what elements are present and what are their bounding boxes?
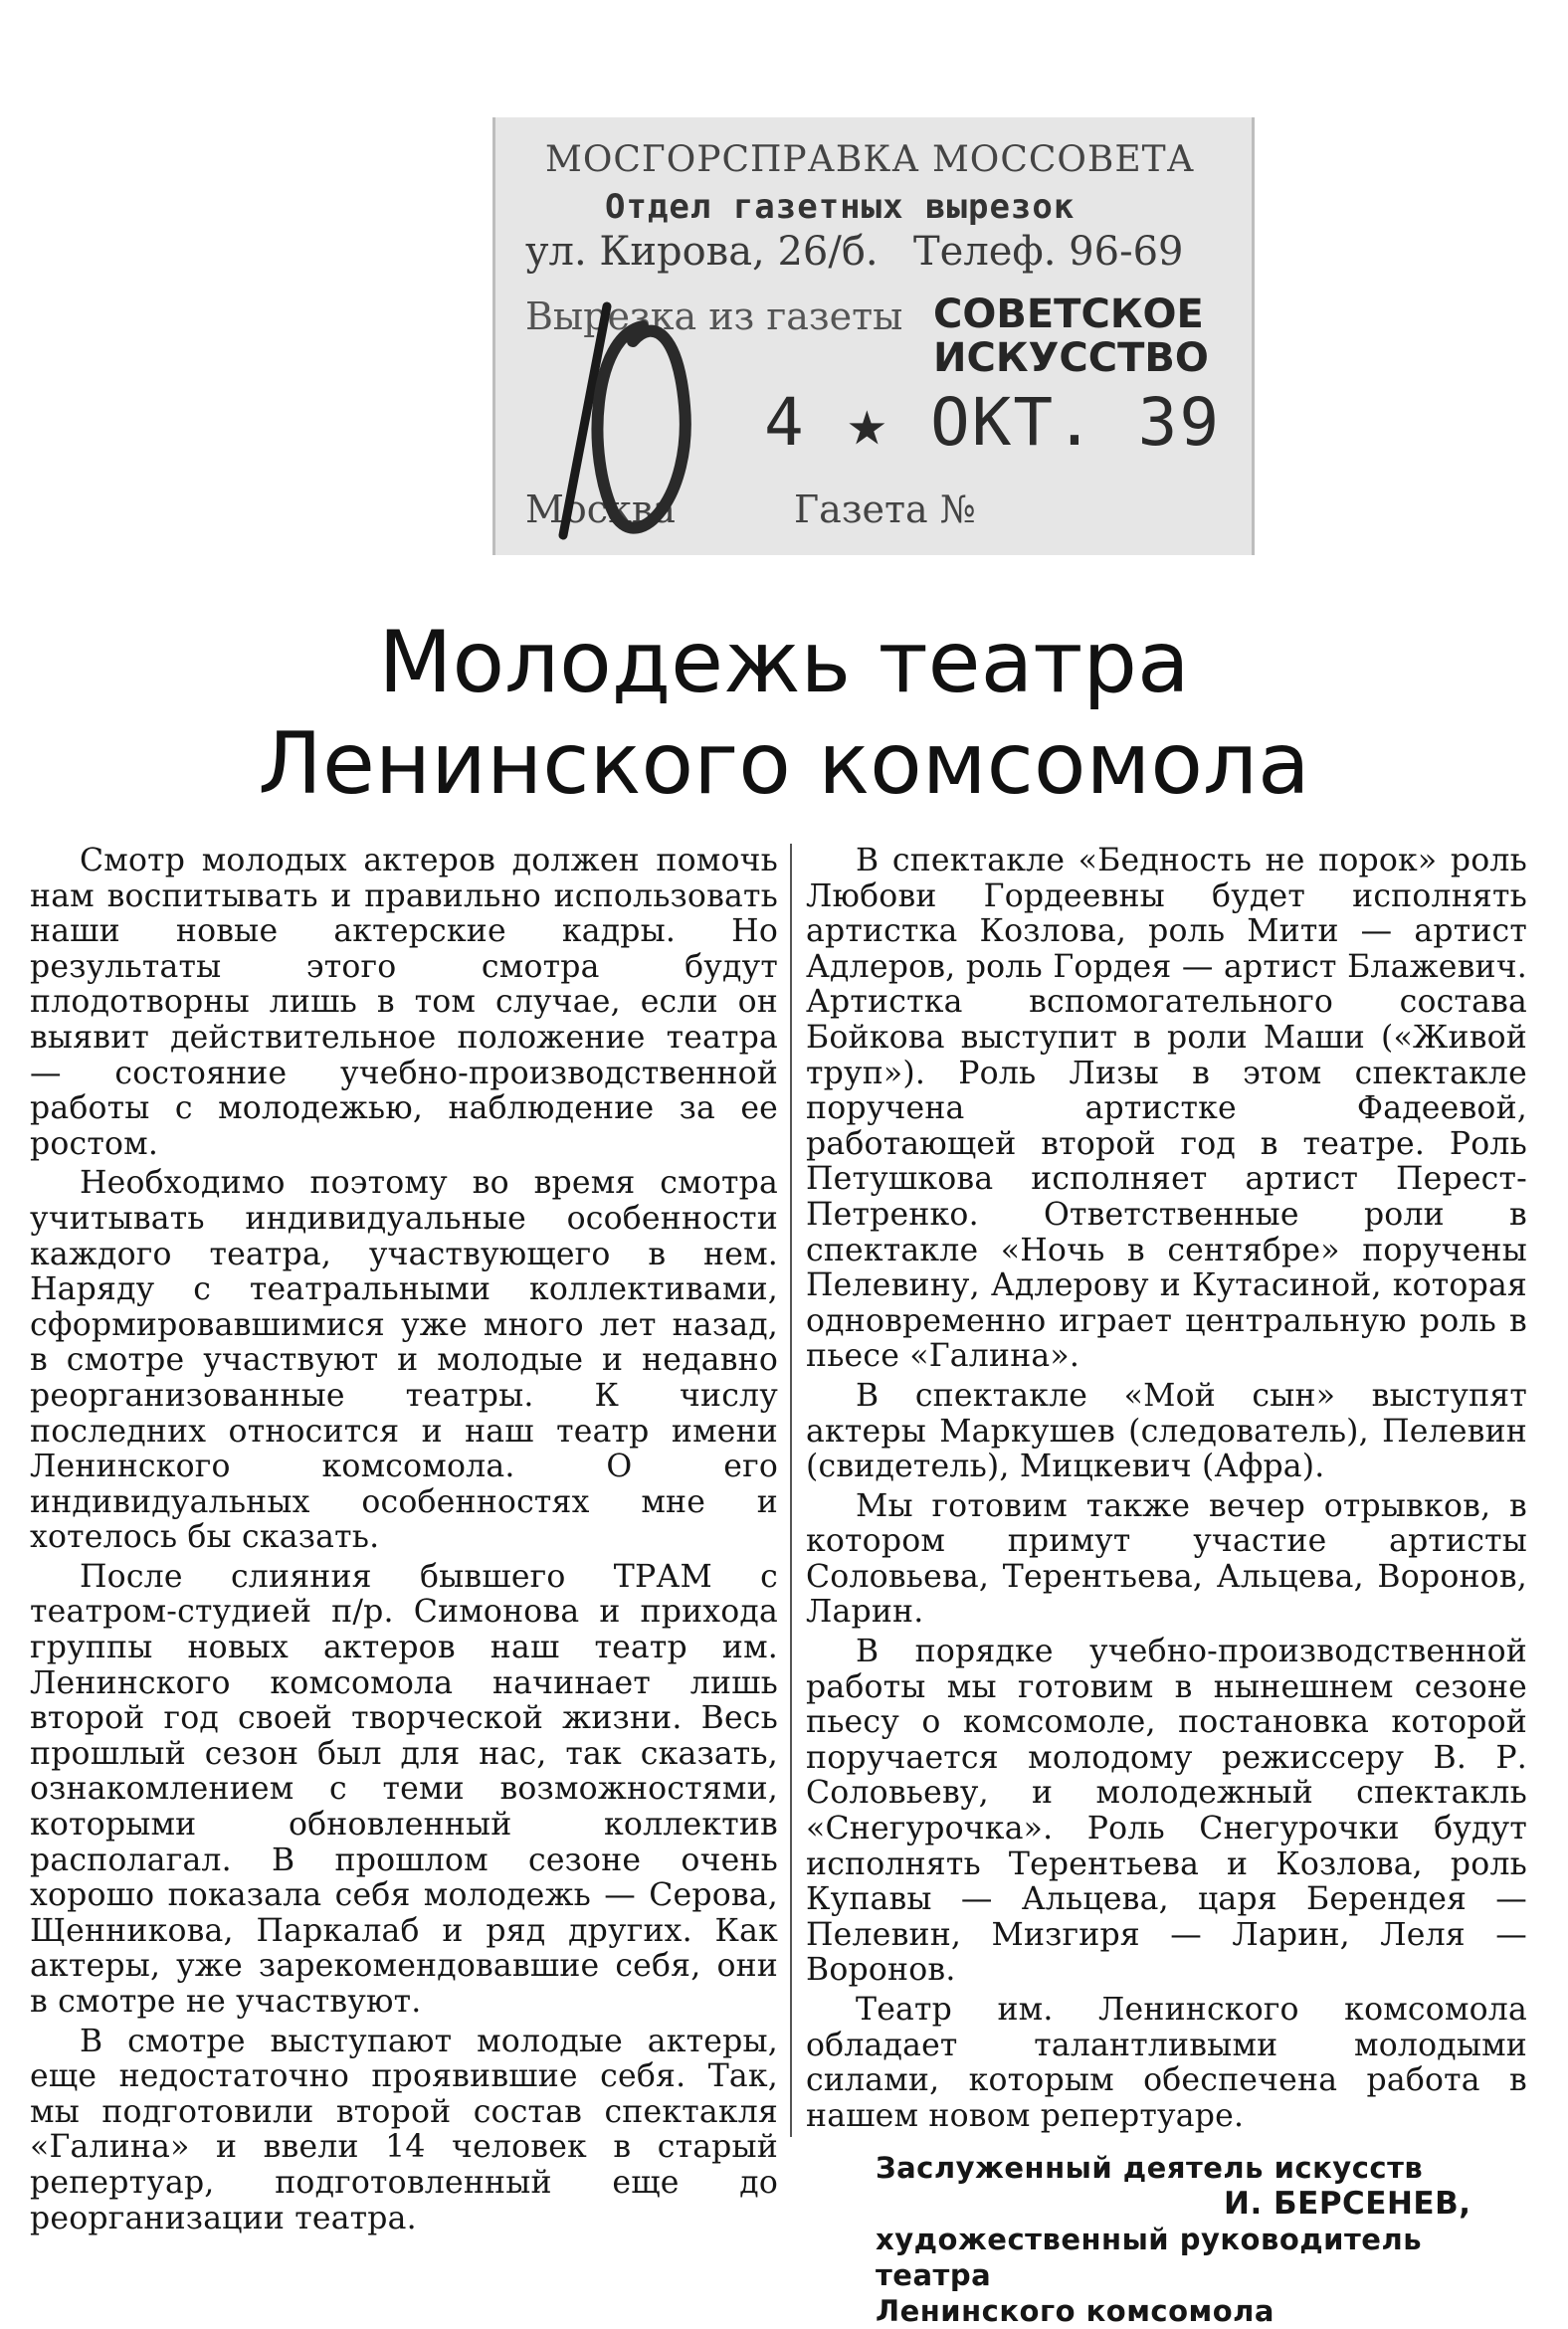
stamp-department: Отдел газетных вырезок	[605, 187, 1076, 227]
stamp-newspaper-name	[933, 292, 1209, 380]
stamp-date: 4 ★ ОКТ. 39	[764, 384, 1222, 461]
paragraph: В спектакле «Бедность не порок» роль Любови Гордеевны будет исполнять артистка Козлова, роль Мити — артист Адлеров, роль Гордея — артист Блажевич. Артистка вспомогательного состава Бойкова выступит в роли Маши («Живой труп»). Роль Лизы в этом спектакле поручена артистке Фадеевой, работающей второй год в театре. Роль Петушкова исполняет артист Перест-Петренко. Ответственные роли в спектакле «Ночь в сентябре» поручены Пелевину, Адлерову и Кутасиной, которая одновременно играет центральную роль в пьесе «Галина».	[806, 843, 1527, 1375]
paragraph: Смотр молодых актеров должен помочь нам воспитывать и правильно использовать наши новые актерские кадры. Но результаты этого смотра будут плодотворны лишь в том случае, если он выявит действительное положение театра — состояние учебно-производственной работы с молодежью, наблюдение за ее ростом.	[30, 843, 778, 1162]
paragraph: После слияния бывшего ТРАМ с театром-студией п/р. Симонова и прихода группы новых актеров наш театр им. Ленинского комсомола начинает лишь второй год своей творческой жизни. Весь прошлый сезон был для нас, так сказать, ознакомлением с теми возможностями, которыми обновленный коллектив располагал. В прошлом сезоне очень хорошо показала себя молодежь — Серова, Щенникова, Паркалаб и ряд других. Как актеры, уже зарекомендовавшие себя, они в смотре не участвуют.	[30, 1558, 778, 2020]
paragraph: Необходимо поэтому во время смотра учитывать индивидуальные особенности каждого театра, участвующего в нем. Наряду с театральными коллективами, сформировавшимися уже много лет назад, в смотре участвуют и молодые и недавно реорганизованные театры. К числу последних относится и наш театр имени Ленинского комсомола. О его индивидуальных особенностях мне и хотелось бы сказать.	[30, 1165, 778, 1556]
stamp-newspaper-number-label: Газета №	[794, 487, 976, 531]
stamp-phone: Телеф. 96-69	[913, 229, 1184, 275]
headline-line2: Ленинского комсомола	[258, 714, 1310, 814]
column-divider	[790, 844, 792, 2137]
stamp-city-label: Москва	[525, 487, 676, 531]
stamp-newspaper-line2: ИСКУССТВО	[933, 335, 1209, 381]
stamp-clipping-label: Вырезка из газеты	[525, 294, 903, 338]
article-headline	[0, 612, 1568, 815]
headline-line1: Молодежь театра	[378, 613, 1190, 712]
paragraph: В порядке учебно-производственной работы мы готовим в нынешнем сезоне пьесу о комсомоле, постановка которой поручается молодому режиссеру В. Р. Соловьеву, и молодежный спектакль «Снегурочка». Роль Снегурочки будут исполнять Терентьева и Козлова, роль Купавы — Альцева, царя Берендея — Пелевин, Мизгиря — Ларин, Леля — Воронов.	[806, 1634, 1527, 1989]
author-signature	[806, 2150, 1527, 2329]
paragraph: В спектакле «Мой сын» выступят актеры Маркушев (следователь), Пелевин (свидетель), Мицкевич (Афра).	[806, 1377, 1527, 1485]
paragraph: Мы готовим также вечер отрывков, в котором примут участие артисты Соловьева, Терентьева, Альцева, Воронов, Ларин.	[806, 1487, 1527, 1631]
author-role-line1: художественный руководитель театра	[876, 2223, 1423, 2293]
paragraph: Театр им. Ленинского комсомола обладает талантливыми молодыми силами, которым обеспечена работа в нашем новом репертуаре.	[806, 1992, 1527, 2134]
stamp-organization: МОСГОРСПРАВКА МОССОВЕТА	[545, 139, 1195, 180]
stamp-address: ул. Кирова, 26/б.	[525, 229, 879, 275]
author-role-line2: Ленинского комсомола	[876, 2294, 1274, 2329]
article-right-column	[806, 844, 1527, 2329]
stamp-newspaper-line1: СОВЕТСКОЕ	[933, 291, 1204, 337]
clipping-service-stamp	[492, 117, 1255, 555]
author-title: Заслуженный деятель искусств	[876, 2151, 1424, 2186]
article-left-column	[30, 844, 778, 2240]
author-name: И. БЕРСЕНЕВ,	[1224, 2186, 1471, 2223]
paragraph: В смотре выступают молодые актеры, еще недостаточно проявившие себя. Так, мы подготовили второй состав спектакля «Галина» и ввели 14 человек в старый репертуар, подготовленный еще до реорганизации театра.	[30, 2023, 778, 2236]
handwritten-number-mark	[515, 287, 714, 545]
